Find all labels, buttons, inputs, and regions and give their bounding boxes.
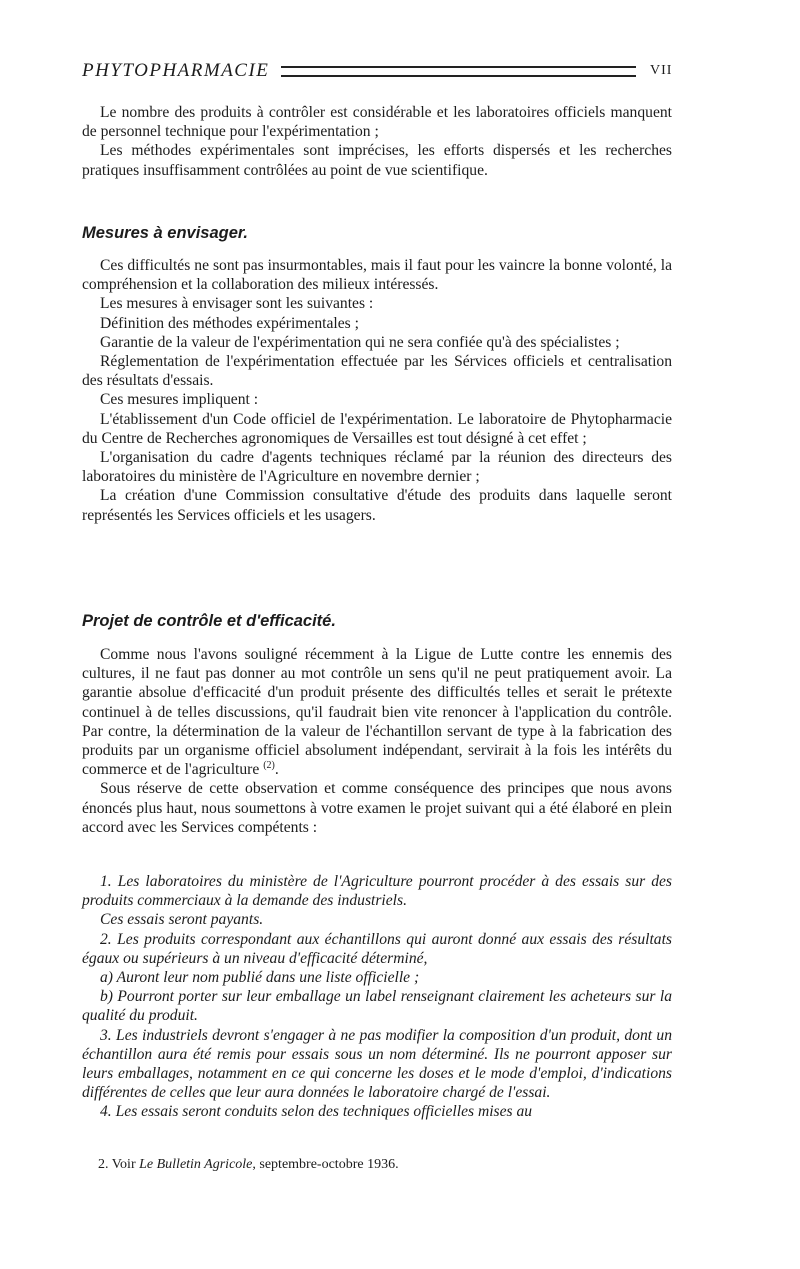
page-header bbox=[82, 58, 672, 84]
paragraph: La création d'une Commission consultative d'étude des produits dans laquelle seront représentés les Services officiels et les usagers. bbox=[82, 487, 672, 524]
page-number: VII bbox=[650, 63, 673, 78]
paragraph: Garantie de la valeur de l'expérimentation qui ne sera confiée qu'à des spécialistes ; bbox=[100, 333, 620, 351]
footnote-source: Le Bulletin Agricole bbox=[139, 1157, 253, 1172]
paragraph: L'établissement d'un Code officiel de l'expérimentation. Le laboratoire de Phytopharmacie du Centre de Recherches agronomiques de Versailles est tout désigné à cet effet ; bbox=[82, 410, 672, 447]
list-item: 3. Les industriels devront s'engager à ne pas modifier la composition d'un produit, dont un échantillon aura été remis pour essais sous un nom déterminé. Ils ne pourront apposer sur leurs emballages, notamment en ce qui concerne les doses et le mode d'emploi, d'indications différentes de celles que leur aura données le laboratoire chargé de l'essai. bbox=[82, 1026, 672, 1102]
paragraph: Sous réserve de cette observation et comme conséquence des principes que nous avons énoncés plus haut, nous soumettons à votre examen le projet suivant qui a été élaboré en plein accord avec les Services compétents : bbox=[82, 780, 672, 836]
paragraph: Définition des méthodes expérimentales ; bbox=[100, 314, 359, 332]
paragraph: Réglementation de l'expérimentation effectuée par les Sérvices officiels et centralisation des résultats d'essais. bbox=[82, 353, 672, 390]
footnote-suffix: , septembre-octobre 1936. bbox=[252, 1157, 399, 1172]
paragraph-text: Comme nous l'avons souligné récemment à la Ligue de Lutte contre les ennemis des cultures, il ne faut pas donner au mot contrôle un sens qu'il ne peut pratiquement avoir. La garantie absolue d'efficacité d'un produit présente des difficultés telles et serait le prétexte continuel à de telles discussions, qu'il faudrait bien vite renoncer à l'application du contrôle. Par contre, la détermination de la valeur de l'échantillon servant de type à la fabrication des produits par un organisme officiel absolument indépendant, servirait à la fois les intérêts du commerce et de l'agriculture bbox=[82, 646, 672, 779]
paragraph: Les mesures à envisager sont les suivantes : bbox=[100, 295, 374, 313]
paragraph: Ces difficultés ne sont pas insurmontables, mais il faut pour les vaincre la bonne volonté, la compréhension et la collaboration des milieux intéressés. bbox=[82, 257, 672, 294]
section-heading-mesures: Mesures à envisager. bbox=[82, 224, 249, 242]
list-item: 2. Les produits correspondant aux échantillons qui auront donné aux essais des résultats égaux ou supérieurs à un niveau d'efficacité déterminé, bbox=[82, 930, 672, 967]
paragraph: L'organisation du cadre d'agents techniques réclamé par la réunion des directeurs des laboratoires du ministère de l'Agriculture en novembre dernier ; bbox=[82, 449, 672, 486]
section-heading-projet: Projet de contrôle et d'efficacité. bbox=[82, 612, 336, 630]
project-list bbox=[82, 872, 672, 1122]
paragraph: Ces mesures impliquent : bbox=[100, 391, 259, 409]
footnote-prefix: 2. Voir bbox=[98, 1157, 140, 1172]
footnote-ref: (2) bbox=[263, 760, 275, 772]
section1-body bbox=[82, 256, 672, 525]
section2-body bbox=[82, 645, 672, 837]
intro-block bbox=[82, 103, 672, 180]
paragraph: Les méthodes expérimentales sont imprécises, les efforts dispersés et les recherches pratiques insuffisamment contrôlées au point de vue scientifique. bbox=[82, 142, 672, 179]
paragraph-end: . bbox=[274, 761, 279, 779]
paragraph bbox=[82, 645, 672, 779]
paragraph: Le nombre des produits à contrôler est considérable et les laboratoires officiels manquent de personnel technique pour l'expérimentation ; bbox=[82, 104, 672, 141]
list-item: a) Auront leur nom publié dans une liste officielle ; bbox=[100, 969, 420, 987]
header-rule bbox=[281, 66, 636, 77]
list-item: 4. Les essais seront conduits selon des techniques officielles mises au bbox=[100, 1103, 533, 1121]
running-title: PHYTOPHARMACIE bbox=[82, 60, 270, 81]
footnote bbox=[82, 1155, 672, 1174]
list-item: 1. Les laboratoires du ministère de l'Agriculture pourront procéder à des essais sur des produits commerciaux à la demande des industriels. bbox=[82, 873, 672, 910]
list-item: Ces essais seront payants. bbox=[100, 911, 264, 929]
list-item: b) Pourront porter sur leur emballage un label renseignant clairement les acheteurs sur la qualité du produit. bbox=[82, 988, 672, 1025]
